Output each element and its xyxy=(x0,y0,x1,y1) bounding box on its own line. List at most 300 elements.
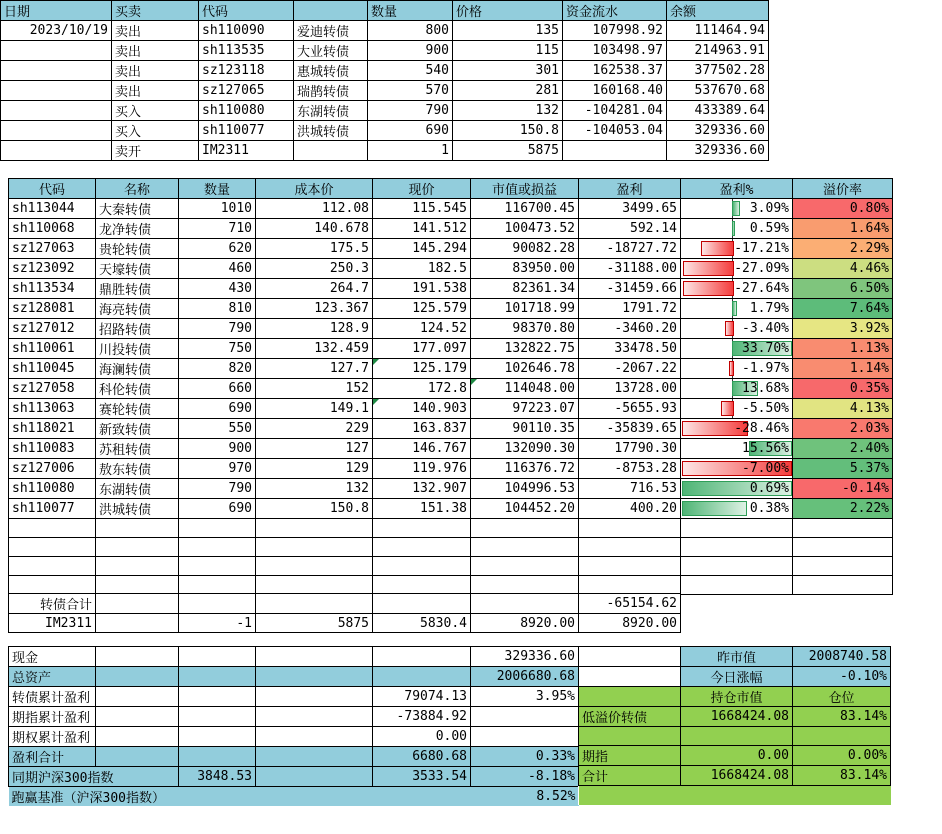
cell-qty[interactable]: 750 xyxy=(179,339,256,359)
cell-qty[interactable]: -1 xyxy=(179,614,256,633)
cell-name[interactable] xyxy=(294,141,368,161)
cell-price[interactable]: 151.38 xyxy=(373,499,471,519)
cell-profit-pct[interactable] xyxy=(681,199,793,219)
cell-value[interactable]: 104996.53 xyxy=(471,479,579,499)
cell-name[interactable]: 洪城转债 xyxy=(96,499,179,519)
cell-balance[interactable]: 214963.91 xyxy=(667,41,769,61)
summary-value[interactable] xyxy=(256,647,373,667)
summary-value[interactable] xyxy=(96,687,179,707)
cell-value[interactable]: 101718.99 xyxy=(471,299,579,319)
summary-value[interactable]: 2006680.68 xyxy=(471,667,579,687)
cell-qty[interactable]: 1 xyxy=(368,141,453,161)
cell-value[interactable]: 90110.35 xyxy=(471,419,579,439)
summary-right-label[interactable] xyxy=(579,687,681,707)
cell-price[interactable]: 132 xyxy=(453,101,563,121)
summary-value[interactable]: 3.95% xyxy=(471,687,579,707)
empty-cell[interactable] xyxy=(681,557,793,576)
cell-date[interactable] xyxy=(1,81,112,101)
cell-profit[interactable]: 3499.65 xyxy=(579,199,681,219)
cell-premium[interactable]: 0.80% xyxy=(793,199,893,219)
cell-cost[interactable]: 123.367 xyxy=(256,299,373,319)
cell-qty[interactable]: 790 xyxy=(179,319,256,339)
cell-premium[interactable]: 4.13% xyxy=(793,399,893,419)
cell-profit[interactable]: 400.20 xyxy=(579,499,681,519)
summary-value[interactable] xyxy=(96,667,179,687)
cell-profit-pct[interactable] xyxy=(681,379,793,399)
cell-price[interactable]: 145.294 xyxy=(373,239,471,259)
cell-qty[interactable]: 790 xyxy=(368,101,453,121)
cell-code[interactable]: sh113534 xyxy=(9,279,96,299)
summary-value[interactable] xyxy=(256,767,373,787)
cell-qty[interactable]: 690 xyxy=(179,499,256,519)
cell-profit[interactable]: -31459.66 xyxy=(579,279,681,299)
cell-profit-pct[interactable] xyxy=(681,219,793,239)
cell-qty[interactable]: 970 xyxy=(179,459,256,479)
empty-cell[interactable] xyxy=(96,519,179,538)
summary-value[interactable] xyxy=(96,747,179,767)
empty-cell[interactable] xyxy=(9,519,96,538)
summary-value[interactable] xyxy=(96,727,179,747)
cell-qty[interactable]: 810 xyxy=(179,299,256,319)
cell-name[interactable]: 鼎胜转债 xyxy=(96,279,179,299)
cell-qty[interactable]: 430 xyxy=(179,279,256,299)
cell-side[interactable]: 买入 xyxy=(112,121,199,141)
summary-value[interactable] xyxy=(256,747,373,767)
cell-code[interactable]: sh110080 xyxy=(9,479,96,499)
cell-profit-pct[interactable] xyxy=(681,459,793,479)
summary-right-value[interactable]: 83.14% xyxy=(793,766,891,786)
cell-cost[interactable]: 150.8 xyxy=(256,499,373,519)
cell-code[interactable]: sh113044 xyxy=(9,199,96,219)
cell-premium[interactable]: -0.14% xyxy=(793,479,893,499)
cell-premium[interactable]: 2.29% xyxy=(793,239,893,259)
cell-flow[interactable]: 162538.37 xyxy=(563,61,667,81)
cell-price[interactable]: 132.907 xyxy=(373,479,471,499)
summary-right-value[interactable]: 今日涨幅 xyxy=(681,667,793,687)
cell-label[interactable]: IM2311 xyxy=(9,614,96,633)
cell-balance[interactable]: 329336.60 xyxy=(667,121,769,141)
empty-cell[interactable] xyxy=(256,576,373,595)
cell-side[interactable]: 卖开 xyxy=(112,141,199,161)
cell-value[interactable]: 104452.20 xyxy=(471,499,579,519)
empty-cell[interactable] xyxy=(373,519,471,538)
cell-value[interactable]: 114048.00 xyxy=(471,379,579,399)
cell-date[interactable] xyxy=(1,121,112,141)
empty-cell[interactable] xyxy=(471,557,579,576)
cell-cost[interactable]: 140.678 xyxy=(256,219,373,239)
cell-price[interactable]: 182.5 xyxy=(373,259,471,279)
cell-name[interactable]: 瑞鹊转债 xyxy=(294,81,368,101)
col-header-qty[interactable]: 数量 xyxy=(368,1,453,21)
summary-value[interactable]: 6680.68 xyxy=(373,747,471,767)
cell-flow[interactable] xyxy=(563,141,667,161)
cell-cost[interactable]: 127 xyxy=(256,439,373,459)
cell-price[interactable]: 5830.4 xyxy=(373,614,471,633)
cell-price[interactable]: 119.976 xyxy=(373,459,471,479)
cell-code[interactable]: sz123118 xyxy=(199,61,294,81)
cell-date[interactable] xyxy=(1,141,112,161)
cell-name[interactable]: 苏租转债 xyxy=(96,439,179,459)
cell-name[interactable]: 大秦转债 xyxy=(96,199,179,219)
cell-premium[interactable]: 2.40% xyxy=(793,439,893,459)
cell-balance[interactable]: 537670.68 xyxy=(667,81,769,101)
cell-code[interactable]: IM2311 xyxy=(199,141,294,161)
summary-label[interactable]: 期指累计盈利 xyxy=(9,707,96,727)
cell-code[interactable]: sh113535 xyxy=(199,41,294,61)
cell-qty[interactable]: 460 xyxy=(179,259,256,279)
empty-cell[interactable] xyxy=(179,557,256,576)
empty-cell[interactable] xyxy=(793,538,893,557)
col-header-code[interactable]: 代码 xyxy=(199,1,294,21)
cell-qty[interactable] xyxy=(179,594,256,614)
summary-value[interactable]: 3848.53 xyxy=(179,767,256,787)
cell-profit-pct[interactable] xyxy=(681,419,793,439)
cell-profit[interactable]: -5655.93 xyxy=(579,399,681,419)
summary-right-value[interactable]: 2008740.58 xyxy=(793,647,891,667)
cell-profit-pct[interactable] xyxy=(681,259,793,279)
cell-qty[interactable]: 1010 xyxy=(179,199,256,219)
cell-price[interactable]: 124.52 xyxy=(373,319,471,339)
col-header-cost[interactable]: 成本价 xyxy=(256,179,373,199)
cell-name[interactable] xyxy=(96,594,179,614)
cell-qty[interactable]: 620 xyxy=(179,239,256,259)
empty-cell[interactable] xyxy=(681,519,793,538)
cell-code[interactable]: sz127058 xyxy=(9,379,96,399)
summary-value[interactable]: -8.18% xyxy=(471,767,579,787)
cell-price[interactable]: 301 xyxy=(453,61,563,81)
col-header-flow[interactable]: 资金流水 xyxy=(563,1,667,21)
cell-name[interactable]: 东湖转债 xyxy=(96,479,179,499)
cell-profit-pct[interactable] xyxy=(681,299,793,319)
cell-premium[interactable]: 7.64% xyxy=(793,299,893,319)
summary-value[interactable] xyxy=(179,707,256,727)
empty-cell[interactable] xyxy=(256,557,373,576)
summary-right-value[interactable]: 1668424.08 xyxy=(681,707,793,727)
cell-price[interactable]: 281 xyxy=(453,81,563,101)
cell-code[interactable]: sh110061 xyxy=(9,339,96,359)
cell-cost[interactable]: 127.7 xyxy=(256,359,373,379)
empty-cell[interactable] xyxy=(681,576,793,595)
summary-value[interactable]: 8.52% xyxy=(471,787,579,807)
cell-value[interactable] xyxy=(471,594,579,614)
cell-name[interactable]: 赛轮转债 xyxy=(96,399,179,419)
summary-value[interactable] xyxy=(96,647,179,667)
cell-profit-pct[interactable] xyxy=(681,439,793,459)
cell-code[interactable]: sh113063 xyxy=(9,399,96,419)
cell-name[interactable]: 川投转债 xyxy=(96,339,179,359)
cell-code[interactable]: sh110077 xyxy=(199,121,294,141)
cell-profit[interactable]: -18727.72 xyxy=(579,239,681,259)
cell-balance[interactable]: 377502.28 xyxy=(667,61,769,81)
empty-cell[interactable] xyxy=(179,576,256,595)
empty-cell[interactable] xyxy=(179,519,256,538)
cell-profit-pct[interactable] xyxy=(681,339,793,359)
summary-value[interactable] xyxy=(179,747,256,767)
cell-qty[interactable]: 540 xyxy=(368,61,453,81)
cell-value[interactable]: 8920.00 xyxy=(471,614,579,633)
cell-name[interactable]: 洪城转债 xyxy=(294,121,368,141)
summary-label[interactable]: 跑赢基准（沪深300指数） xyxy=(9,787,471,807)
cell-qty[interactable]: 820 xyxy=(179,359,256,379)
empty-cell[interactable] xyxy=(256,538,373,557)
cell-side[interactable]: 卖出 xyxy=(112,41,199,61)
cell-profit[interactable]: -3460.20 xyxy=(579,319,681,339)
cell-price[interactable]: 125.179 xyxy=(373,359,471,379)
cell-qty[interactable]: 710 xyxy=(179,219,256,239)
cell-profit[interactable]: 1791.72 xyxy=(579,299,681,319)
col-header-side[interactable]: 买卖 xyxy=(112,1,199,21)
cell-profit-pct[interactable] xyxy=(681,499,793,519)
cell-value[interactable]: 132090.30 xyxy=(471,439,579,459)
cell-price[interactable]: 146.767 xyxy=(373,439,471,459)
cell-premium[interactable]: 2.22% xyxy=(793,499,893,519)
cell-profit-pct[interactable] xyxy=(681,359,793,379)
cell-cost[interactable]: 264.7 xyxy=(256,279,373,299)
summary-value[interactable] xyxy=(256,727,373,747)
cell-date[interactable] xyxy=(1,101,112,121)
cell-price[interactable]: 125.579 xyxy=(373,299,471,319)
summary-value[interactable] xyxy=(179,667,256,687)
cell-name[interactable]: 惠城转债 xyxy=(294,61,368,81)
cell-cost[interactable]: 250.3 xyxy=(256,259,373,279)
cell-name[interactable]: 东湖转债 xyxy=(294,101,368,121)
cell-profit[interactable]: 13728.00 xyxy=(579,379,681,399)
empty-cell[interactable] xyxy=(793,557,893,576)
cell-flow[interactable]: 107998.92 xyxy=(563,21,667,41)
col-header-date[interactable]: 日期 xyxy=(1,1,112,21)
cell-value[interactable]: 100473.52 xyxy=(471,219,579,239)
cell-side[interactable]: 卖出 xyxy=(112,81,199,101)
cell-price[interactable]: 150.8 xyxy=(453,121,563,141)
col-header-profit[interactable]: 盈利 xyxy=(579,179,681,199)
cell-price[interactable]: 163.837 xyxy=(373,419,471,439)
cell-name[interactable]: 大业转债 xyxy=(294,41,368,61)
cell-cost[interactable]: 112.08 xyxy=(256,199,373,219)
cell-profit[interactable]: -8753.28 xyxy=(579,459,681,479)
summary-value[interactable] xyxy=(256,687,373,707)
green-strip[interactable] xyxy=(579,786,891,805)
cell-date[interactable] xyxy=(1,61,112,81)
cell-cost[interactable]: 149.1 xyxy=(256,399,373,419)
summary-value[interactable] xyxy=(256,707,373,727)
cell-value[interactable]: 132822.75 xyxy=(471,339,579,359)
empty-cell[interactable] xyxy=(471,576,579,595)
empty-cell[interactable] xyxy=(96,538,179,557)
cell-cost[interactable]: 132.459 xyxy=(256,339,373,359)
cell-code[interactable]: sh110080 xyxy=(199,101,294,121)
cell-value[interactable]: 116376.72 xyxy=(471,459,579,479)
cell-value[interactable]: 116700.45 xyxy=(471,199,579,219)
cell-name[interactable]: 敖东转债 xyxy=(96,459,179,479)
summary-value[interactable]: 329336.60 xyxy=(471,647,579,667)
cell-name[interactable]: 贵轮转债 xyxy=(96,239,179,259)
empty-cell[interactable] xyxy=(373,576,471,595)
summary-value[interactable]: -73884.92 xyxy=(373,707,471,727)
col-header-price[interactable]: 现价 xyxy=(373,179,471,199)
cell-qty[interactable]: 690 xyxy=(368,121,453,141)
cell-name[interactable]: 海澜转债 xyxy=(96,359,179,379)
cell-profit[interactable]: 17790.30 xyxy=(579,439,681,459)
summary-value[interactable] xyxy=(96,707,179,727)
cell-price[interactable]: 140.903 xyxy=(373,399,471,419)
empty-cell[interactable] xyxy=(9,557,96,576)
empty-cell[interactable] xyxy=(681,538,793,557)
cell-cost[interactable]: 132 xyxy=(256,479,373,499)
cell-premium[interactable]: 2.03% xyxy=(793,419,893,439)
cell-premium[interactable]: 5.37% xyxy=(793,459,893,479)
cell-code[interactable]: sh110068 xyxy=(9,219,96,239)
empty-cell[interactable] xyxy=(579,519,681,538)
cell-price[interactable] xyxy=(373,594,471,614)
cell-flow[interactable]: 103498.97 xyxy=(563,41,667,61)
summary-value[interactable] xyxy=(179,687,256,707)
cell-flow[interactable]: -104053.04 xyxy=(563,121,667,141)
empty-cell[interactable] xyxy=(579,557,681,576)
summary-value[interactable] xyxy=(471,727,579,747)
summary-right-value[interactable]: 1668424.08 xyxy=(681,766,793,786)
cell-cost[interactable]: 5875 xyxy=(256,614,373,633)
col-header-code[interactable]: 代码 xyxy=(9,179,96,199)
cell-profit[interactable]: 8920.00 xyxy=(579,614,681,633)
summary-label[interactable]: 现金 xyxy=(9,647,96,667)
summary-right-value[interactable] xyxy=(681,727,793,746)
cell-value[interactable]: 98370.80 xyxy=(471,319,579,339)
col-header-price[interactable]: 价格 xyxy=(453,1,563,21)
summary-label[interactable]: 同期沪深300指数 xyxy=(9,767,179,787)
summary-right-value[interactable]: 持仓市值 xyxy=(681,687,793,707)
cell-cost[interactable]: 129 xyxy=(256,459,373,479)
cell-qty[interactable]: 800 xyxy=(368,21,453,41)
summary-right-value[interactable]: 0.00 xyxy=(681,746,793,766)
cell-side[interactable]: 卖出 xyxy=(112,21,199,41)
cell-code[interactable]: sz127063 xyxy=(9,239,96,259)
cell-value[interactable]: 82361.34 xyxy=(471,279,579,299)
cell-name[interactable]: 科伦转债 xyxy=(96,379,179,399)
summary-value[interactable] xyxy=(373,647,471,667)
cell-qty[interactable]: 900 xyxy=(179,439,256,459)
cell-qty[interactable]: 690 xyxy=(179,399,256,419)
cell-premium[interactable]: 1.13% xyxy=(793,339,893,359)
col-header-name[interactable]: 名称 xyxy=(96,179,179,199)
cell-profit[interactable]: -65154.62 xyxy=(579,594,681,614)
cell-cost[interactable]: 152 xyxy=(256,379,373,399)
cell-code[interactable]: sz127006 xyxy=(9,459,96,479)
col-header-profit-pct[interactable]: 盈利% xyxy=(681,179,793,199)
cell-balance[interactable]: 433389.64 xyxy=(667,101,769,121)
cell-value[interactable]: 90082.28 xyxy=(471,239,579,259)
summary-right-label[interactable]: 低溢价转债 xyxy=(579,707,681,727)
col-header-qty[interactable]: 数量 xyxy=(179,179,256,199)
empty-cell[interactable] xyxy=(96,557,179,576)
cell-code[interactable]: sz123092 xyxy=(9,259,96,279)
cell-code[interactable]: sz128081 xyxy=(9,299,96,319)
summary-value[interactable]: 0.00 xyxy=(373,727,471,747)
cell-price[interactable]: 115 xyxy=(453,41,563,61)
cell-profit-pct[interactable] xyxy=(681,479,793,499)
cell-cost[interactable]: 229 xyxy=(256,419,373,439)
cell-profit-pct[interactable] xyxy=(681,279,793,299)
cell-code[interactable]: sh110090 xyxy=(199,21,294,41)
empty-cell[interactable] xyxy=(9,576,96,595)
col-header-value[interactable]: 市值或损益 xyxy=(471,179,579,199)
cell-profit[interactable]: -35839.65 xyxy=(579,419,681,439)
cell-code[interactable]: sh110083 xyxy=(9,439,96,459)
summary-right-value[interactable]: 仓位 xyxy=(793,687,891,707)
cell-name[interactable] xyxy=(96,614,179,633)
cell-flow[interactable]: 160168.40 xyxy=(563,81,667,101)
summary-right-value[interactable] xyxy=(793,727,891,746)
cell-premium[interactable]: 1.14% xyxy=(793,359,893,379)
cell-price[interactable]: 5875 xyxy=(453,141,563,161)
col-header-name[interactable] xyxy=(294,1,368,21)
cell-profit[interactable]: 592.14 xyxy=(579,219,681,239)
cell-name[interactable]: 天壕转债 xyxy=(96,259,179,279)
cell-price[interactable]: 172.8 xyxy=(373,379,471,399)
cell-qty[interactable]: 660 xyxy=(179,379,256,399)
empty-cell[interactable] xyxy=(793,576,893,595)
cell-price[interactable]: 135 xyxy=(453,21,563,41)
cell-profit[interactable]: -2067.22 xyxy=(579,359,681,379)
cell-code[interactable]: sz127012 xyxy=(9,319,96,339)
cell-qty[interactable]: 550 xyxy=(179,419,256,439)
summary-right-label[interactable] xyxy=(579,727,681,746)
empty-cell[interactable] xyxy=(793,519,893,538)
cell-profit-pct[interactable] xyxy=(681,319,793,339)
cell-cost[interactable]: 128.9 xyxy=(256,319,373,339)
summary-label[interactable]: 转债累计盈利 xyxy=(9,687,96,707)
empty-cell[interactable] xyxy=(579,538,681,557)
summary-right-value[interactable]: 昨市值 xyxy=(681,647,793,667)
summary-right-value[interactable]: 0.00% xyxy=(793,746,891,766)
cell-code[interactable]: sz127065 xyxy=(199,81,294,101)
cell-name[interactable]: 海亮转债 xyxy=(96,299,179,319)
cell-side[interactable]: 卖出 xyxy=(112,61,199,81)
cell-cost[interactable]: 175.5 xyxy=(256,239,373,259)
empty-cell[interactable] xyxy=(373,557,471,576)
cell-balance[interactable]: 111464.94 xyxy=(667,21,769,41)
cell-premium[interactable]: 4.46% xyxy=(793,259,893,279)
cell-premium[interactable]: 6.50% xyxy=(793,279,893,299)
summary-label[interactable]: 期权累计盈利 xyxy=(9,727,96,747)
cell-name[interactable]: 招路转债 xyxy=(96,319,179,339)
col-header-premium[interactable]: 溢价率 xyxy=(793,179,893,199)
cell-price[interactable]: 115.545 xyxy=(373,199,471,219)
summary-label[interactable]: 总资产 xyxy=(9,667,96,687)
cell-date[interactable] xyxy=(1,41,112,61)
cell-name[interactable]: 龙净转债 xyxy=(96,219,179,239)
summary-value[interactable]: 0.33% xyxy=(471,747,579,767)
summary-value[interactable] xyxy=(256,667,373,687)
cell-qty[interactable]: 790 xyxy=(179,479,256,499)
cell-value[interactable]: 97223.07 xyxy=(471,399,579,419)
summary-value[interactable] xyxy=(471,707,579,727)
cell-label[interactable]: 转债合计 xyxy=(9,594,96,614)
cell-price[interactable]: 177.097 xyxy=(373,339,471,359)
summary-right-label[interactable] xyxy=(579,647,681,667)
empty-cell[interactable] xyxy=(9,538,96,557)
summary-right-label[interactable] xyxy=(579,667,681,687)
cell-premium[interactable]: 0.35% xyxy=(793,379,893,399)
cell-side[interactable]: 买入 xyxy=(112,101,199,121)
empty-cell[interactable] xyxy=(256,519,373,538)
summary-right-value[interactable]: -0.10% xyxy=(793,667,891,687)
cell-name[interactable]: 新致转债 xyxy=(96,419,179,439)
col-header-balance[interactable]: 余额 xyxy=(667,1,769,21)
cell-value[interactable]: 102646.78 xyxy=(471,359,579,379)
summary-value[interactable]: 3533.54 xyxy=(373,767,471,787)
cell-value[interactable]: 83950.00 xyxy=(471,259,579,279)
cell-qty[interactable]: 570 xyxy=(368,81,453,101)
